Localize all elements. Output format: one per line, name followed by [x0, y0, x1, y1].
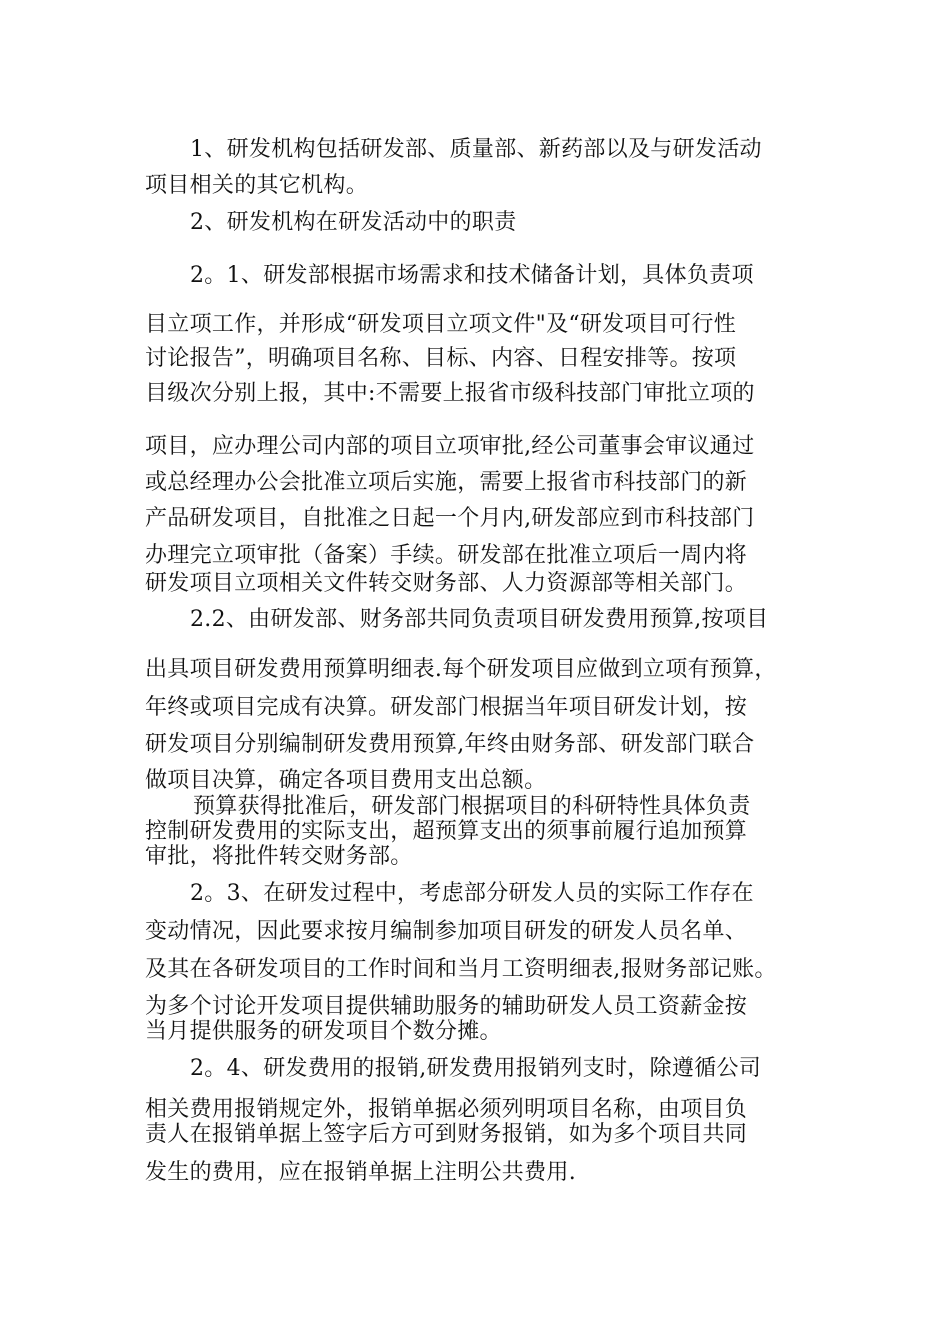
paragraph-2-3-line-5: 当月提供服务的研发项目个数分摊。 — [145, 1019, 502, 1044]
paragraph-2-4-line-2: 相关费用报销规定外，报销单据必须列明项目名称，由项目负 — [145, 1097, 748, 1122]
paragraph-2-1-line-7: 产品研发项目，自批准之日起一个月内,研发部应到市科技部门 — [145, 506, 755, 531]
paragraph-2-1-line-3: 讨论报告”，明确项目名称、目标、内容、日程安排等。按项 — [145, 346, 737, 371]
paragraph-1-line-1: 1、研发机构包括研发部、质量部、新药部以及与研发活动 — [190, 137, 762, 162]
paragraph-2-2-line-4: 研发项目分别编制研发费用预算,年终由财务部、研发部门联合 — [145, 732, 755, 757]
section-heading-2: 2、研发机构在研发活动中的职责 — [190, 210, 517, 235]
paragraph-2-1-line-1: 2。1、研发部根据市场需求和技术储备计划，具体负责项 — [190, 263, 754, 288]
paragraph-2-4-line-1: 2。4、研发费用的报销,研发费用报销列支时，除遵循公司 — [190, 1056, 762, 1081]
paragraph-2-2-line-2: 出具项目研发费用预算明细表.每个研发项目应做到立项有预算， — [145, 657, 777, 682]
paragraph-2-2-line-1: 2.2、由研发部、财务部共同负责项目研发费用预算,按项目 — [190, 607, 769, 632]
paragraph-2-3-line-4: 为多个讨论开发项目提供辅助服务的辅助研发人员工资薪金按 — [145, 994, 748, 1019]
paragraph-2-1-line-8: 办理完立项审批（备案）手续。研发部在批准立项后一周内将 — [145, 543, 748, 568]
paragraph-budget-line-1: 预算获得批准后，研发部门根据项目的科研特性具体负责 — [193, 794, 751, 819]
paragraph-budget-line-2: 控制研发费用的实际支出，超预算支出的须事前履行追加预算 — [145, 819, 748, 844]
paragraph-2-1-line-5: 项目，应办理公司内部的项目立项审批,经公司董事会审议通过 — [145, 434, 755, 459]
paragraph-2-3-line-3: 及其在各研发项目的工作时间和当月工资明细表,报财务部记账。 — [145, 957, 777, 982]
paragraph-2-3-line-2: 变动情况，因此要求按月编制参加项目研发的研发人员名单、 — [145, 919, 748, 944]
paragraph-2-2-line-5: 做项目决算，确定各项目费用支出总额。 — [145, 768, 547, 793]
paragraph-1-line-2: 项目相关的其它机构。 — [145, 173, 369, 198]
paragraph-2-3-line-1: 2。3、在研发过程中，考虑部分研发人员的实际工作存在 — [190, 881, 754, 906]
paragraph-2-1-line-4: 目级次分别上报，其中:不需要上报省市级科技部门审批立项的 — [145, 381, 755, 406]
paragraph-2-1-line-9: 研发项目立项相关文件转交财务部、人力资源部等相关部门。 — [145, 571, 748, 596]
paragraph-budget-line-3: 审批，将批件转交财务部。 — [145, 844, 413, 869]
paragraph-2-2-line-3: 年终或项目完成有决算。研发部门根据当年项目研发计划，按 — [145, 695, 748, 720]
paragraph-2-1-line-6: 或总经理办公会批准立项后实施，需要上报省市科技部门的新 — [145, 470, 748, 495]
paragraph-2-4-line-3: 责人在报销单据上签字后方可到财务报销，如为多个项目共同 — [145, 1122, 748, 1147]
paragraph-2-1-line-2: 目立项工作，并形成“研发项目立项文件"及“研发项目可行性 — [145, 312, 737, 337]
paragraph-2-4-line-4: 发生的费用，应在报销单据上注明公共费用. — [145, 1160, 576, 1185]
